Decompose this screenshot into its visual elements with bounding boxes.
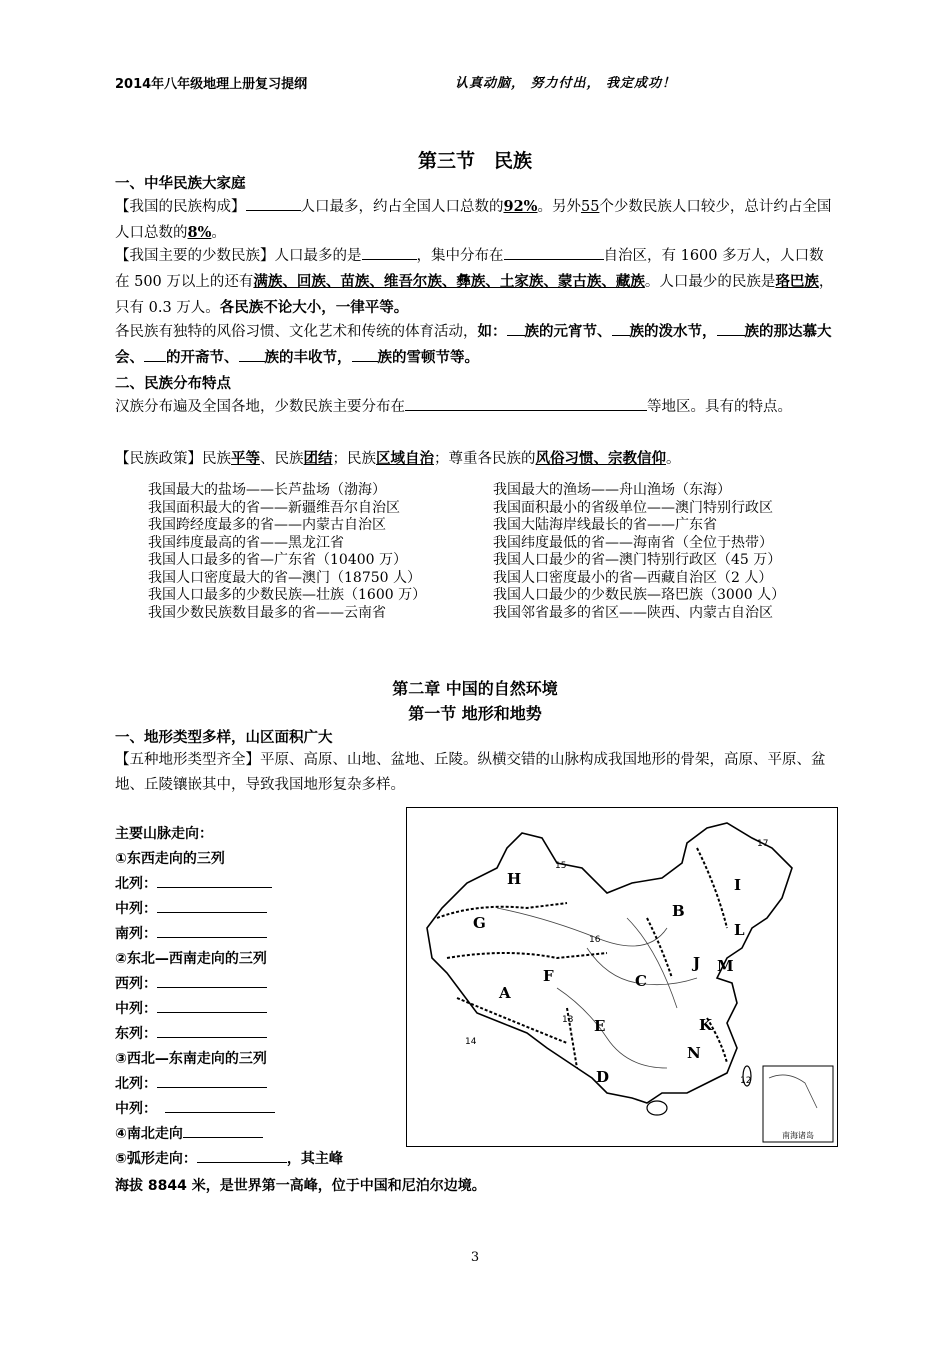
chapter-title: 第二章 中国的自然环境 — [392, 679, 558, 698]
mountains-everest: 海拔 8844 米，是世界第一高峰，位于中国和尼泊尔边境。 — [115, 1178, 486, 1194]
mountains-north3 — [115, 1073, 267, 1093]
text: 民族 — [202, 451, 231, 467]
map-label-K: K — [699, 1016, 713, 1034]
text: ；尊重各民族的 — [434, 451, 536, 467]
map-label-E: E — [594, 1017, 606, 1035]
text: 汉族分布遍及全国各地，少数民族主要分布在 — [115, 399, 405, 415]
label: 【我国的民族构成】 — [115, 199, 246, 215]
heading-distribution: 二、民族分布特点 — [115, 376, 231, 392]
fill-blank[interactable] — [183, 1124, 263, 1138]
text: 如： — [477, 323, 507, 340]
value: 团结 — [303, 450, 333, 467]
mountains-group-2: ②东北—西南走向的三列 — [115, 951, 267, 967]
map-num-17: 17 — [757, 839, 769, 849]
text: 人口最多的是 — [274, 248, 362, 264]
mountains-west — [115, 973, 267, 993]
para-distribution — [115, 395, 837, 420]
fact-cell: 我国大陆海岸线最长的省——广东省 — [493, 517, 717, 533]
map-svg — [407, 808, 836, 1145]
label: 东列： — [115, 1026, 157, 1042]
map-num-14: 14 — [465, 1037, 477, 1047]
text: 。另外 — [537, 199, 581, 215]
fill-blank[interactable] — [352, 347, 378, 362]
value: 8% — [187, 224, 212, 241]
fill-blank[interactable] — [157, 899, 267, 913]
region-line — [497, 908, 667, 946]
label: ④南北走向 — [115, 1126, 183, 1142]
fill-blank[interactable] — [144, 347, 166, 362]
table-row — [148, 535, 838, 553]
text: 。人口最少的民族是 — [644, 274, 776, 290]
map-label-G: G — [473, 914, 486, 932]
mountain-range — [647, 918, 672, 978]
text: 各民族不论大小，一律平等。 — [219, 299, 409, 316]
text: 族的丰收节， — [264, 349, 352, 366]
table-row — [148, 500, 838, 518]
mountain-range — [437, 903, 567, 918]
page-number: 3 — [470, 1250, 480, 1265]
table-row — [148, 552, 838, 570]
fact-cell: 我国纬度最低的省——海南省（全位于热带） — [493, 534, 773, 551]
fill-blank[interactable] — [612, 321, 630, 336]
mountains-mid — [115, 898, 267, 918]
map-label-J: J — [693, 954, 701, 972]
fact-cell: 我国最大的渔场——舟山渔场（东海） — [493, 482, 731, 498]
fact-cell: 我国人口密度最大的省—澳门（18750 人） — [148, 569, 421, 586]
fill-blank[interactable] — [239, 347, 265, 362]
text: 人口最多，约占全国人口总数的 — [300, 199, 504, 215]
fill-blank[interactable] — [504, 245, 604, 260]
heading-family: 一、中华民族大家庭 — [115, 176, 246, 192]
label: 【民族政策】 — [115, 451, 202, 467]
mountains-group-5 — [115, 1148, 343, 1168]
text: ；民族 — [332, 451, 376, 467]
fill-blank[interactable] — [157, 924, 267, 938]
fact-cell: 我国面积最大的省——新疆维吾尔自治区 — [148, 499, 400, 516]
table-row — [148, 517, 838, 535]
china-terrain-map — [406, 807, 838, 1147]
fact-cell: 我国少数民族数目最多的省——云南省 — [148, 604, 386, 621]
para-policy — [115, 446, 837, 472]
fill-blank[interactable] — [157, 1074, 267, 1088]
text: 族的雪顿节等。 — [377, 349, 479, 366]
table-row — [148, 587, 838, 605]
china-outline — [427, 823, 792, 1103]
map-num-12: 12 — [740, 1076, 752, 1086]
label: 南列： — [115, 926, 157, 942]
value: 满族、回族、苗族、维吾尔族、彝族、土家族、蒙古族、藏族 — [253, 273, 645, 290]
fill-blank[interactable] — [157, 1024, 267, 1038]
text: 各民族有独特的风俗习惯、文化艺术和传统的体育活动， — [115, 324, 478, 340]
fill-blank[interactable] — [165, 1099, 275, 1113]
text: ，集中分布在 — [416, 248, 504, 264]
map-label-D: D — [596, 1068, 610, 1086]
fill-blank[interactable] — [405, 396, 647, 411]
fact-cell: 我国人口最少的省—澳门特别行政区（45 万） — [493, 552, 782, 568]
map-label-M: M — [717, 957, 734, 975]
value: 55 — [580, 199, 600, 215]
text: 自治区，有 1600 多万人，人口数在 500 万以上的还有 — [115, 248, 824, 290]
map-num-13: 13 — [562, 1015, 574, 1025]
table-row — [148, 482, 838, 500]
map-label-L: L — [734, 921, 745, 939]
text: 族的元宵节、 — [524, 323, 612, 340]
chapter-subtitle: 第一节 地形和地势 — [408, 704, 542, 723]
fill-blank[interactable] — [362, 245, 417, 260]
mountains-group-3: ③西北—东南走向的三列 — [115, 1051, 267, 1067]
text: 。 — [211, 225, 226, 241]
text: 的特点。 — [734, 399, 792, 415]
fill-blank[interactable] — [246, 196, 301, 211]
value: 平等 — [231, 450, 260, 467]
label: 中列： — [115, 1001, 157, 1017]
map-label-C: C — [635, 972, 647, 990]
text: 族的泼水节， — [629, 323, 717, 340]
label: 【我国主要的 — [115, 248, 202, 264]
header-motto: 认真动脑， 努力付出， 我定成功！ — [455, 76, 677, 91]
label: 少数民族】 — [202, 248, 275, 264]
mountains-mid3 — [115, 1098, 275, 1118]
mountains-south — [115, 923, 267, 943]
mountains-north — [115, 873, 272, 893]
mountains-group-1: ①东西走向的三列 — [115, 851, 225, 867]
table-row — [148, 605, 838, 623]
mountains-title: 主要山脉走向： — [115, 826, 213, 842]
map-label-I: I — [734, 876, 742, 894]
fact-cell: 我国最大的盐场——长芦盐场（渤海） — [148, 482, 386, 498]
label: 西列： — [115, 976, 157, 992]
para-composition — [115, 194, 837, 246]
fact-cell: 我国纬度最高的省——黑龙江省 — [148, 534, 344, 551]
fact-cell: 我国人口最多的少数民族—壮族（1600 万） — [148, 587, 427, 603]
mountain-range — [697, 848, 727, 928]
inset-label: 南海诸岛 — [782, 1131, 814, 1140]
para-minorities — [115, 244, 837, 321]
fill-blank[interactable] — [157, 999, 267, 1013]
fill-blank[interactable] — [197, 1149, 287, 1163]
map-label-H: H — [507, 870, 522, 888]
map-label-B: B — [672, 902, 685, 920]
fact-cell: 我国邻省最多的省区——陕西、内蒙古自治区 — [493, 604, 773, 621]
label: 中列： — [115, 901, 157, 917]
label: 北列： — [115, 1076, 157, 1092]
fact-cell: 我国面积最小的省级单位——澳门特别行政区 — [493, 499, 773, 516]
facts-table — [148, 482, 838, 622]
map-label-A: A — [499, 984, 511, 1002]
section-title: 第三节 民族 — [417, 150, 532, 172]
mountain-range — [447, 953, 607, 958]
mountains-east — [115, 1023, 267, 1043]
map-label-F: F — [543, 967, 554, 985]
text: 等地区。具有 — [647, 399, 734, 415]
fact-cell: 我国人口密度最小的省—西藏自治区（2 人） — [493, 569, 773, 586]
value: 珞巴族 — [775, 273, 819, 290]
map-num-16: 16 — [589, 935, 601, 945]
header-title: 2014年八年级地理上册复习提纲 — [115, 77, 308, 92]
para-terrain — [115, 748, 837, 798]
fact-cell: 我国人口最少的少数民族—珞巴族（3000 人） — [493, 587, 786, 603]
fact-cell: 我国跨经度最多的省——内蒙古自治区 — [148, 517, 386, 533]
text: ，只有 0.3 万人。 — [115, 274, 834, 316]
text: 。 — [666, 451, 681, 467]
map-label-N: N — [687, 1044, 701, 1062]
text: 的开斋节、 — [166, 349, 239, 366]
map-num-15: 15 — [555, 861, 567, 871]
fill-blank[interactable] — [157, 874, 272, 888]
text: 平原、高原、山地、盆地、丘陵。纵横交错的山脉构成我国地形的骨架，高原、平原、盆地、丘陵镶嵌其中，导致我国地形复杂多样。 — [115, 752, 826, 793]
label: 北列： — [115, 876, 157, 892]
fill-blank[interactable] — [717, 321, 745, 336]
text: 个少数民族人口较少，总计约占全国人口总数的 — [115, 199, 832, 241]
value: 92% — [503, 198, 538, 215]
fact-cell: 我国人口最多的省—广东省（10400 万） — [148, 552, 407, 568]
label: ⑤弧形走向： — [115, 1151, 197, 1167]
mountains-mid2 — [115, 998, 267, 1018]
region-line — [557, 988, 667, 1068]
mountains-group-4 — [115, 1123, 263, 1143]
table-row — [148, 570, 838, 588]
fill-blank[interactable] — [157, 974, 267, 988]
heading-terrain: 一、地形类型多样，山区面积广大 — [115, 730, 333, 746]
value: 区域自治 — [376, 450, 434, 467]
label: ，其主峰 — [286, 1151, 343, 1167]
fill-blank[interactable] — [507, 321, 525, 336]
label: 【五种地形类型齐全】 — [115, 752, 260, 768]
label: 中列： — [115, 1101, 157, 1117]
region-line — [627, 918, 677, 1008]
text: 、民族 — [260, 451, 304, 467]
value: 风俗习惯、宗教信仰 — [535, 450, 666, 467]
para-customs — [115, 319, 837, 371]
text: 族的那达慕大会、 — [115, 323, 832, 366]
hainan-island — [647, 1101, 667, 1115]
